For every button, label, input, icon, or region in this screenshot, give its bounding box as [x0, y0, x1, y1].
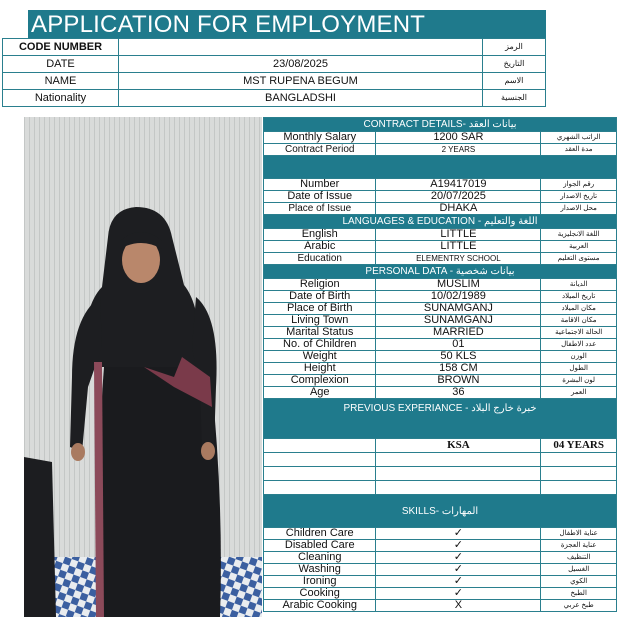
table-row	[3, 39, 546, 56]
contract-period-arabic: مدة العقد	[541, 144, 617, 156]
section-header	[264, 399, 617, 439]
table-row	[264, 552, 617, 564]
issue-date-arabic: تاريخ الاصدار	[541, 191, 617, 203]
empty-cell	[541, 467, 617, 481]
table-row	[264, 351, 617, 363]
personal-value: 50 KLS	[376, 351, 541, 363]
empty-cell	[541, 481, 617, 495]
experience-blank-cell	[264, 439, 376, 453]
english-arabic: اللغة الانجليزية	[541, 229, 617, 241]
personal-value: SUNAMGANJ	[376, 303, 541, 315]
table-row	[264, 315, 617, 327]
empty-cell	[264, 453, 376, 467]
code-number-label: CODE NUMBER	[3, 39, 119, 56]
personal-label: Weight	[264, 351, 376, 363]
issue-date-value: 20/07/2025	[376, 191, 541, 203]
skill-label: Arabic Cooking	[264, 600, 376, 612]
applicant-photo	[24, 117, 262, 617]
personal-arabic: الحالة الاجتماعية	[541, 327, 617, 339]
arabic-value: LITTLE	[376, 241, 541, 253]
personal-label: Religion	[264, 279, 376, 291]
empty-cell	[376, 467, 541, 481]
skill-arabic: الغسيل	[541, 564, 617, 576]
empty-cell	[541, 453, 617, 467]
empty-cell	[264, 481, 376, 495]
experience-heading: PREVIOUS EXPERIANCE - خبرة خارج البلاد	[264, 399, 617, 439]
skill-arabic: التنظيف	[541, 552, 617, 564]
skill-value: ✓	[376, 528, 541, 540]
table-row	[264, 564, 617, 576]
table-row	[264, 375, 617, 387]
section-header	[264, 495, 617, 528]
table-row	[264, 467, 617, 481]
skill-arabic: الكوي	[541, 576, 617, 588]
personal-value: MARRIED	[376, 327, 541, 339]
personal-value: 158 CM	[376, 363, 541, 375]
experience-country: KSA	[376, 439, 541, 453]
monthly-salary-arabic: الراتب الشهري	[541, 132, 617, 144]
skill-value: ✓	[376, 564, 541, 576]
table-row	[264, 588, 617, 600]
monthly-salary-label: Monthly Salary	[264, 132, 376, 144]
personal-arabic: مكان الميلاد	[541, 303, 617, 315]
nationality-label: Nationality	[3, 90, 119, 107]
section-header	[264, 118, 617, 132]
nationality-value: BANGLADSHI	[119, 90, 483, 107]
table-row	[264, 191, 617, 203]
personal-label: No. of Children	[264, 339, 376, 351]
skill-value: ✓	[376, 576, 541, 588]
issue-place-arabic: محل الاصدار	[541, 203, 617, 215]
skill-arabic: عناية العجزة	[541, 540, 617, 552]
contract-period-value: 2 YEARS	[376, 144, 541, 156]
table-row	[264, 229, 617, 241]
table-row	[264, 132, 617, 144]
education-value: ELEMENTRY SCHOOL	[376, 253, 541, 265]
title-banner	[28, 10, 546, 38]
experience-years: 04 YEARS	[541, 439, 617, 453]
section-header	[264, 215, 617, 229]
personal-rows	[264, 279, 617, 399]
empty-cell	[376, 453, 541, 467]
personal-value: SUNAMGANJ	[376, 315, 541, 327]
name-label: NAME	[3, 73, 119, 90]
table-row	[264, 528, 617, 540]
languages-heading: LANGUAGES & EDUCATION - اللغة والتعليم	[264, 215, 617, 229]
table-row	[264, 203, 617, 215]
code-number-arabic-label: الرمز	[483, 39, 546, 56]
personal-label: Age	[264, 387, 376, 399]
skill-value: ✓	[376, 552, 541, 564]
name-value: MST RUPENA BEGUM	[119, 73, 483, 90]
skills-heading: SKILLS- المهارات	[264, 495, 617, 528]
skill-label: Disabled Care	[264, 540, 376, 552]
table-row	[3, 90, 546, 107]
section-header	[264, 265, 617, 279]
skill-value: X	[376, 600, 541, 612]
skill-value: ✓	[376, 540, 541, 552]
skill-label: Ironing	[264, 576, 376, 588]
applicant-portrait-illustration	[24, 117, 262, 617]
skill-arabic: طبخ عربي	[541, 600, 617, 612]
contract-details-heading: CONTRACT DETAILS- بيانات العقد	[264, 118, 617, 132]
personal-label: Living Town	[264, 315, 376, 327]
name-arabic-label: الاسم	[483, 73, 546, 90]
personal-label: Marital Status	[264, 327, 376, 339]
passport-number-label: Number	[264, 179, 376, 191]
page-title: APPLICATION FOR EMPLOYMENT	[31, 11, 426, 38]
personal-label: Place of Birth	[264, 303, 376, 315]
personal-arabic: مكان الاقامة	[541, 315, 617, 327]
table-row	[264, 600, 617, 612]
table-row	[264, 241, 617, 253]
personal-value: 36	[376, 387, 541, 399]
personal-label: Height	[264, 363, 376, 375]
personal-arabic: العمر	[541, 387, 617, 399]
personal-arabic: لون البشرة	[541, 375, 617, 387]
arabic-label: Arabic	[264, 241, 376, 253]
skill-label: Children Care	[264, 528, 376, 540]
personal-value: MUSLIM	[376, 279, 541, 291]
contract-period-label: Contract Period	[264, 144, 376, 156]
empty-cell	[264, 467, 376, 481]
skill-arabic: عناية الاطفال	[541, 528, 617, 540]
education-arabic: مستوى التعليم	[541, 253, 617, 265]
table-row	[264, 303, 617, 315]
table-row	[264, 481, 617, 495]
personal-arabic: الطول	[541, 363, 617, 375]
issue-place-label: Place of Issue	[264, 203, 376, 215]
personal-arabic: الديانة	[541, 279, 617, 291]
skills-rows	[264, 528, 617, 612]
date-label: DATE	[3, 56, 119, 73]
issue-date-label: Date of Issue	[264, 191, 376, 203]
table-row	[264, 339, 617, 351]
table-row	[264, 387, 617, 399]
section-spacer	[264, 156, 617, 179]
table-row	[264, 453, 617, 467]
table-row	[264, 363, 617, 375]
personal-label: Complexion	[264, 375, 376, 387]
date-value: 23/08/2025	[119, 56, 483, 73]
passport-number-arabic: رقم الجواز	[541, 179, 617, 191]
personal-data-heading: PERSONAL DATA - بيانات شخصية	[264, 265, 617, 279]
table-row	[264, 327, 617, 339]
education-label: Education	[264, 253, 376, 265]
table-row	[264, 576, 617, 588]
personal-value: 10/02/1989	[376, 291, 541, 303]
table-row	[264, 279, 617, 291]
table-row	[264, 540, 617, 552]
personal-label: Date of Birth	[264, 291, 376, 303]
empty-cell	[376, 481, 541, 495]
english-value: LITTLE	[376, 229, 541, 241]
table-row	[264, 179, 617, 191]
code-number-value	[119, 39, 483, 56]
english-label: English	[264, 229, 376, 241]
applicant-summary-table	[2, 38, 546, 107]
skill-label: Cleaning	[264, 552, 376, 564]
table-row	[264, 291, 617, 303]
skill-value: ✓	[376, 588, 541, 600]
monthly-salary-value: 1200 SAR	[376, 132, 541, 144]
personal-value: 01	[376, 339, 541, 351]
table-row	[264, 439, 617, 453]
passport-number-value: A19417019	[376, 179, 541, 191]
personal-value: BROWN	[376, 375, 541, 387]
table-row	[3, 73, 546, 90]
arabic-arabic: العربية	[541, 241, 617, 253]
date-arabic-label: التاريخ	[483, 56, 546, 73]
table-row	[264, 253, 617, 265]
issue-place-value: DHAKA	[376, 203, 541, 215]
skill-label: Cooking	[264, 588, 376, 600]
details-table	[263, 117, 617, 612]
skill-arabic: الطبخ	[541, 588, 617, 600]
personal-arabic: الوزن	[541, 351, 617, 363]
skill-label: Washing	[264, 564, 376, 576]
passport-heading-bar	[264, 156, 617, 179]
personal-arabic: عدد الاطفال	[541, 339, 617, 351]
nationality-arabic-label: الجنسية	[483, 90, 546, 107]
table-row	[3, 56, 546, 73]
table-row	[264, 144, 617, 156]
personal-arabic: تاريخ الميلاد	[541, 291, 617, 303]
